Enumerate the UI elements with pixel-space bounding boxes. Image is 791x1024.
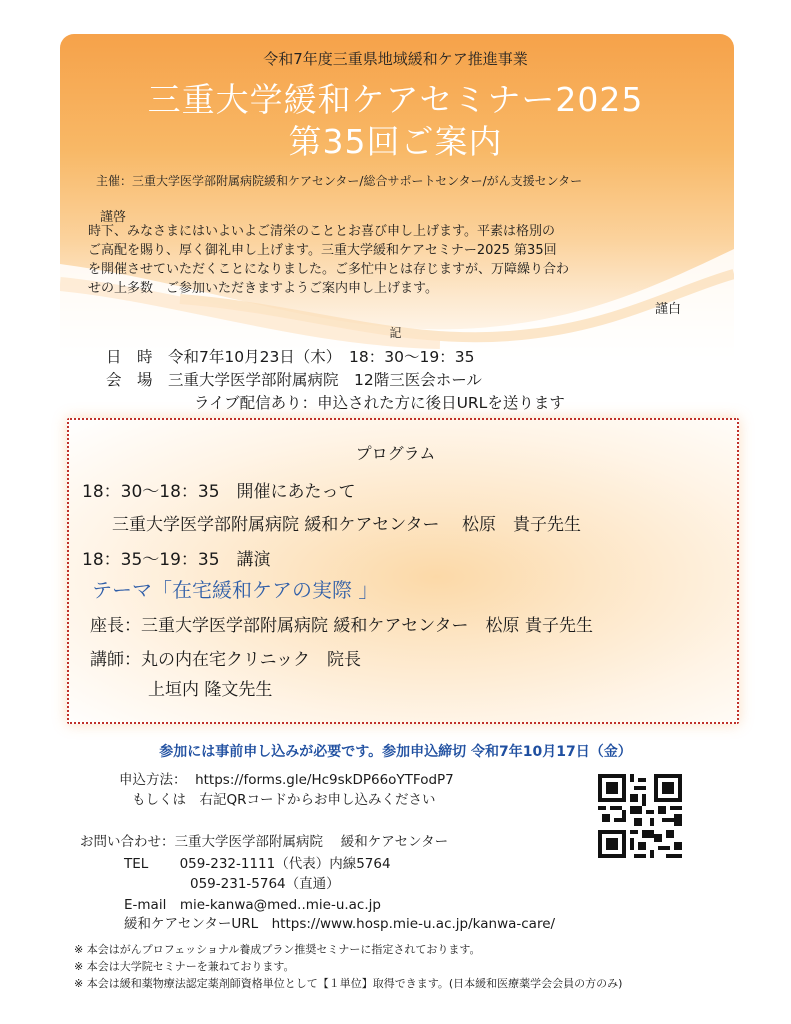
chairperson: 座長：三重大学医学部附属病院 緩和ケアセンター 松原 貴子先生 (90, 616, 593, 636)
lecture-theme: テーマ「在宅緩和ケアの実際 」 (92, 578, 379, 602)
page-title: 三重大学緩和ケアセミナー2025 (147, 80, 644, 119)
program-opening-speaker: 三重大学医学部附属病院 緩和ケアセンター 松原 貴子先生 (112, 515, 581, 535)
center-url[interactable]: 緩和ケアセンターURL https://www.hosp.mie-u.ac.jp/kanwa-care/ (124, 916, 556, 932)
greeting-close: 謹白 (655, 302, 682, 317)
program-title: プログラム (355, 444, 436, 463)
greeting-line: 時下、みなさまにはいよいよご清栄のこととお喜び申し上げます。平素は格別の (88, 224, 555, 239)
qr-instruction: もしくは 右記QRコードからお申し込みください (132, 792, 436, 808)
program-item-opening: 18：30～18：35 開催にあたって (82, 482, 356, 502)
greeting-body (88, 222, 698, 298)
page-title-line2: 第35回ご案内 (288, 122, 503, 161)
note-item: ※ 本会は大学院セミナーを兼ねております。 (74, 960, 295, 973)
lecturer: 講師：丸の内在宅クリニック 院長 (90, 650, 361, 670)
date-row: 日 時 令和7年10月23日（木） 18：30～19：35 (106, 348, 475, 366)
tel-direct: 059-231-5764（直通） (190, 876, 340, 892)
tel-main: TEL 059-232-1111（代表）内線5764 (124, 856, 391, 872)
program-item-lecture: 18：35～19：35 講演 (82, 550, 271, 570)
email-line[interactable]: E-mail mie-kanwa@med..mie-u.ac.jp (124, 897, 381, 913)
registration-deadline: 参加には事前申し込みが必要です。参加申込締切 令和7年10月17日（金） (159, 744, 632, 760)
lecturer-name: 上垣内 隆文先生 (148, 680, 273, 700)
apply-method[interactable]: 申込方法： https://forms.gle/Hc9skDP66oYTFodP7 (119, 772, 454, 788)
ki-marker: 記 (389, 326, 402, 340)
greeting-line: を開催させていただくことになりました。ご多忙中とは存じますが、万障繰り合わ (88, 262, 570, 277)
live-stream-row: ライブ配信あり：申込された方に後日URLを送ります (194, 394, 565, 412)
greeting-line: せの上多数 ご参加いただきますようご案内申し上げます。 (88, 281, 438, 296)
inquiry-line: お問い合わせ：三重大学医学部附属病院 緩和ケアセンター (80, 834, 449, 850)
qr-code-icon[interactable] (598, 774, 682, 858)
greeting-open: 謹啓 (100, 210, 127, 225)
organizer-text: 主催：三重大学医学部附属病院緩和ケアセンター/総合サポートセンター/がん支援センター (96, 174, 583, 188)
venue-row: 会 場 三重大学医学部附属病院 12階三医会ホール (106, 371, 482, 389)
note-item: ※ 本会はがんプロフェッショナル養成プラン推奨セミナーに指定されております。 (74, 943, 481, 956)
greeting-line: ご高配を賜り、厚く御礼申し上げます。三重大学緩和ケアセミナー2025 第35回 (88, 243, 557, 258)
event-subtitle: 令和7年度三重県地域緩和ケア推進事業 (263, 50, 528, 68)
note-item: ※ 本会は緩和薬物療法認定薬剤師資格単位として【１単位】取得できます。(日本緩和医療薬学会会員の方のみ) (74, 977, 623, 990)
